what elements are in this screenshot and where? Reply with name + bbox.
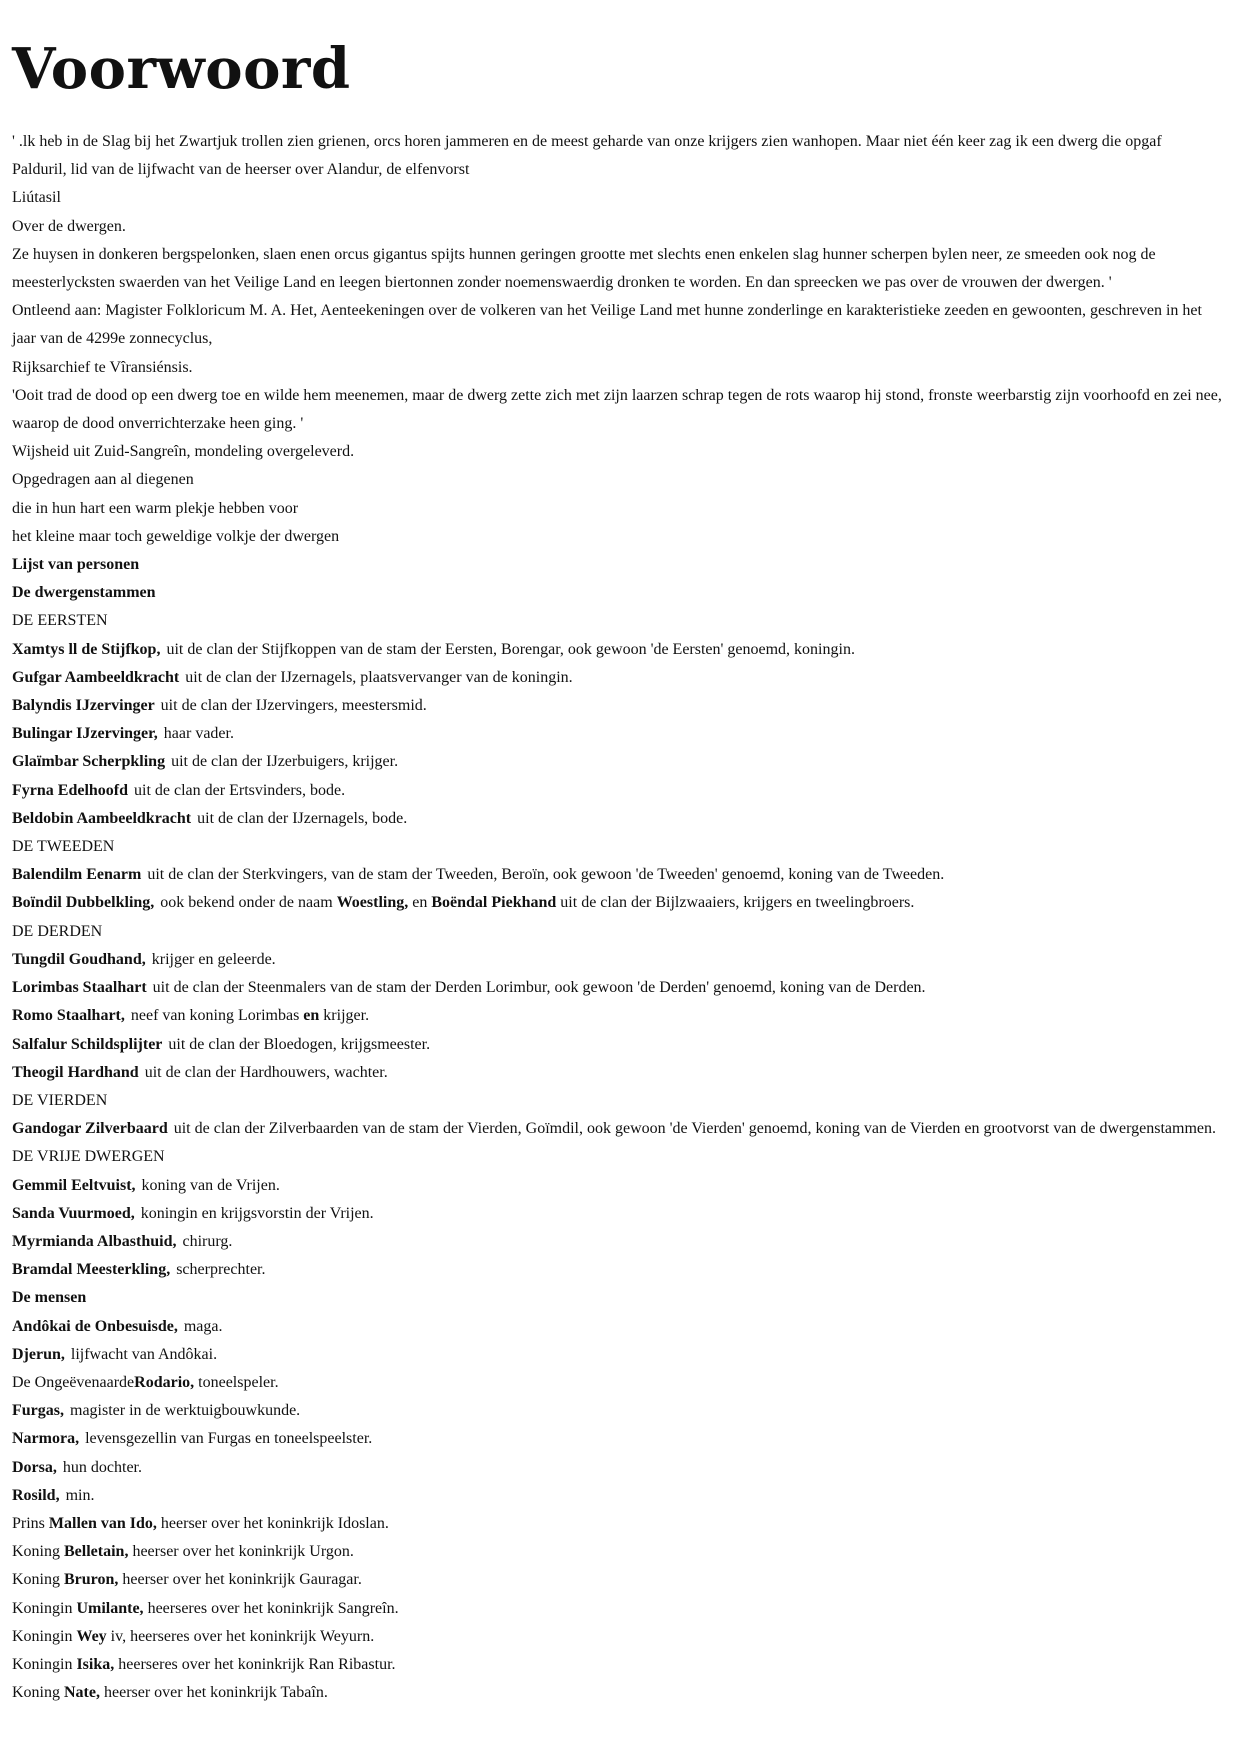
text-segment: Koning [12, 1684, 64, 1702]
bold-text: Boëndal Piekhand [431, 894, 557, 912]
text-line [12, 184, 1228, 212]
bold-text: Gemmil Eeltvuist, [12, 1176, 136, 1194]
text-segment: koning van de Vrijen. [141, 1176, 280, 1194]
text-line [12, 1397, 1228, 1425]
text-line [12, 156, 1228, 184]
text-line [12, 1228, 1228, 1256]
text-segment: ook bekend onder de naam [160, 894, 337, 912]
text-line [12, 607, 1228, 635]
text-segment: Prins [12, 1514, 49, 1532]
text-segment: koningin en krijgsvorstin der Vrijen. [140, 1204, 374, 1222]
text-line [12, 1200, 1228, 1228]
text-line [12, 1454, 1228, 1482]
bold-text: Bulingar IJzervinger, [12, 725, 158, 743]
text-line [12, 523, 1228, 551]
text-segment: DE VRIJE DWERGEN [12, 1148, 165, 1166]
text-segment: DE VIERDEN [12, 1091, 108, 1109]
text-segment: krijger. [319, 1007, 370, 1025]
bold-text: De mensen [12, 1289, 87, 1307]
text-line [12, 1510, 1228, 1538]
text-line [12, 720, 1228, 748]
text-segment: heerser over het koninkrijk Idoslan. [156, 1514, 389, 1532]
text-line [12, 833, 1228, 861]
text-segment: Ontleend aan: Magister Folkloricum M. A. Het, Aenteekeningen over de volkeren van het Veilige Land met hunne zonderlinge en karakteristieke zeeden en gewoonten, geschreven in het jaar van de 4299e zonnecyclus, [12, 302, 1202, 348]
bold-text: Lijst van personen [12, 556, 140, 574]
text-line [12, 946, 1228, 974]
text-segment: Palduril, lid van de lijfwacht van de heerser over Alandur, de elfenvorst [12, 161, 470, 179]
text-segment: magister in de werktuigbouwkunde. [70, 1402, 301, 1420]
text-line [12, 1313, 1228, 1341]
document-body [12, 128, 1228, 1707]
bold-text: Balyndis IJzervinger [12, 697, 155, 715]
bold-text: Woestling, [336, 894, 409, 912]
text-line [12, 1059, 1228, 1087]
text-segment: het kleine maar toch geweldige volkje der dwergen [12, 527, 340, 545]
text-line [12, 382, 1228, 438]
text-line [12, 974, 1228, 1002]
bold-text: De dwergenstammen [12, 584, 156, 602]
bold-text: Djerun, [12, 1345, 65, 1363]
text-segment: iv, heerseres over het koninkrijk Weyurn. [106, 1627, 375, 1645]
text-segment: DE EERSTEN [12, 612, 108, 630]
bold-text: Belletain, [64, 1543, 129, 1561]
text-segment: uit de clan der Stijfkoppen van de stam der Eersten, Borengar, ook gewoon 'de Eersten' genoemd, koningin. [166, 640, 855, 658]
text-line [12, 1623, 1228, 1651]
text-line [12, 1425, 1228, 1453]
bold-text: Gufgar Aambeeldkracht [12, 668, 180, 686]
text-line [12, 664, 1228, 692]
text-line [12, 777, 1228, 805]
bold-text: Myrmianda Albasthuid, [12, 1232, 177, 1250]
text-segment: uit de clan der Bloedogen, krijgsmeester. [168, 1035, 431, 1053]
bold-text: Furgas, [12, 1402, 64, 1420]
text-segment: heerser over het koninkrijk Tabaîn. [99, 1684, 328, 1702]
bold-text: Dorsa, [12, 1458, 57, 1476]
text-line [12, 128, 1228, 156]
text-segment: en [408, 894, 432, 912]
text-line [12, 1369, 1228, 1397]
text-line [12, 1284, 1228, 1312]
text-line [12, 636, 1228, 664]
text-line [12, 1087, 1228, 1115]
text-line [12, 579, 1228, 607]
text-segment: ' .lk heb in de Slag bij het Zwartjuk trollen zien grienen, orcs horen jammeren en de meest geharde van onze krijgers zien wanhopen. Maar niet één keer zag ik een dwerg die opgaf [12, 133, 1162, 150]
text-line [12, 1341, 1228, 1369]
bold-text: Tungdil Goudhand, [12, 950, 146, 968]
bold-text: Sanda Vuurmoed, [12, 1204, 135, 1222]
text-segment: 'Ooit trad de dood op een dwerg toe en wilde hem meenemen, maar de dwerg zette zich met zijn laarzen schrap tegen de rots waarop hij stond, fronste weerbarstig zijn voorhoofd en zei nee, waarop de dood onverrichterzake heen ging. ' [12, 386, 1222, 433]
text-line [12, 1115, 1228, 1143]
text-line [12, 241, 1228, 297]
text-segment: haar vader. [163, 725, 234, 743]
bold-text: Umilante, [76, 1599, 144, 1617]
text-segment: Wijsheid uit Zuid-Sangreîn, mondeling overgeleverd. [12, 443, 355, 461]
text-segment: levensgezellin van Furgas en toneelspeelster. [85, 1430, 373, 1448]
text-line [12, 1538, 1228, 1566]
bold-text: Theogil Hardhand [12, 1063, 139, 1081]
text-segment: lijfwacht van Andôkai. [70, 1345, 218, 1363]
text-segment: min. [65, 1486, 95, 1504]
bold-text: Narmora, [12, 1430, 80, 1448]
bold-text: Xamtys ll de Stijfkop, [12, 640, 161, 658]
text-line [12, 1595, 1228, 1623]
text-segment: DE DERDEN [12, 922, 103, 940]
bold-text: Rosild, [12, 1486, 60, 1504]
bold-text: Romo Staalhart, [12, 1007, 125, 1025]
bold-text: Lorimbas Staalhart [12, 979, 147, 997]
bold-text: Isika, [76, 1655, 115, 1673]
bold-text: Boïndil Dubbelkling, [12, 894, 155, 912]
text-segment: toneelspeler. [194, 1373, 279, 1391]
text-segment: Rijksarchief te Vîransiénsis. [12, 358, 193, 376]
text-segment: uit de clan der IJzernagels, bode. [197, 809, 408, 827]
text-segment: chirurg. [182, 1232, 233, 1250]
text-line [12, 354, 1228, 382]
text-line [12, 466, 1228, 494]
text-segment: heerser over het koninkrijk Urgon. [128, 1543, 354, 1561]
text-line [12, 748, 1228, 776]
text-line [12, 1172, 1228, 1200]
text-line [12, 861, 1228, 889]
text-segment: uit de clan der IJzernagels, plaatsvervanger van de koningin. [185, 668, 573, 686]
text-segment: heerser over het koninkrijk Gauragar. [118, 1571, 362, 1589]
bold-text: Glaïmbar Scherpkling [12, 753, 166, 771]
text-segment: Liútasil [12, 189, 61, 207]
text-segment: Koningin [12, 1599, 77, 1617]
text-segment: uit de clan der Hardhouwers, wachter. [144, 1063, 388, 1081]
bold-text: Wey [76, 1627, 107, 1645]
text-line [12, 1031, 1228, 1059]
text-segment: die in hun hart een warm plekje hebben voor [12, 499, 299, 517]
text-line [12, 1679, 1228, 1707]
bold-text: Rodario, [134, 1373, 195, 1391]
text-line [12, 692, 1228, 720]
text-segment: Koningin [12, 1655, 77, 1673]
text-segment: DE TWEEDEN [12, 838, 115, 856]
bold-text: Andôkai de Onbesuisde, [12, 1317, 178, 1335]
text-line [12, 551, 1228, 579]
bold-text: Gandogar Zilverbaard [12, 1120, 168, 1138]
bold-text: Nate, [64, 1684, 100, 1702]
text-segment: uit de clan der Sterkvingers, van de stam der Tweeden, Beroïn, ook gewoon 'de Tweeden' genoemd, koning van de Tweeden. [147, 866, 945, 884]
text-segment: heerseres over het koninkrijk Sangreîn. [143, 1599, 399, 1617]
bold-text: Salfalur Schildsplijter [12, 1035, 163, 1053]
page-title: Voorwoord [12, 36, 351, 102]
bold-text: Mallen van Ido, [48, 1514, 157, 1532]
text-segment: uit de clan der IJzerbuigers, krijger. [171, 753, 399, 771]
text-line [12, 213, 1228, 241]
text-line [12, 918, 1228, 946]
text-line [12, 438, 1228, 466]
text-line [12, 1002, 1228, 1030]
text-segment: scherprechter. [176, 1261, 266, 1279]
text-segment: Koning [12, 1543, 64, 1561]
text-line [12, 495, 1228, 523]
text-segment: Over de dwergen. [12, 217, 126, 235]
bold-text: Bruron, [64, 1571, 119, 1589]
text-segment: uit de clan der Steenmalers van de stam der Derden Lorimbur, ook gewoon 'de Derden' genoemd, koning van de Derden. [152, 979, 926, 997]
text-segment: uit de clan der Zilverbaarden van de stam der Vierden, Goïmdil, ook gewoon 'de Vierden' genoemd, koning van de Vierden en grootvorst van de dwergenstammen. [173, 1120, 1217, 1138]
text-line [12, 1482, 1228, 1510]
text-segment: De Ongeëvenaarde [12, 1373, 135, 1391]
text-segment: hun dochter. [62, 1458, 142, 1476]
text-segment: Koning [12, 1571, 64, 1589]
bold-text: Beldobin Aambeeldkracht [12, 809, 192, 827]
text-segment: maga. [183, 1317, 223, 1335]
text-segment: Koningin [12, 1627, 77, 1645]
text-segment: heerseres over het koninkrijk Ran Ribastur. [114, 1655, 396, 1673]
text-segment: Ze huysen in donkeren bergspelonken, slaen enen orcus gigantus spijts hunnen geringen grootte met slechts enen enkelen slag hunner scherpen bylen neer, ze smeeden ook nog de meesterlycksten swaerden van het Veilige Land en leegen biertonnen zonder noemenswaerdig dronken te worden. En dan spreecken we pas over de vrouwen der dwergen. ' [12, 245, 1156, 292]
text-segment: neef van koning Lorimbas [130, 1007, 304, 1025]
bold-text: Fyrna Edelhoofd [12, 781, 129, 799]
text-segment: uit de clan der Ertsvinders, bode. [134, 781, 346, 799]
text-line [12, 1143, 1228, 1171]
text-segment: Opgedragen aan al diegenen [12, 471, 194, 489]
text-line [12, 805, 1228, 833]
bold-text: en [303, 1007, 320, 1025]
text-line [12, 889, 1228, 917]
text-line [12, 1651, 1228, 1679]
text-segment: uit de clan der IJzervingers, meestersmid. [160, 697, 427, 715]
text-segment: uit de clan der Bijlzwaaiers, krijgers en tweelingbroers. [556, 894, 915, 912]
bold-text: Bramdal Meesterkling, [12, 1261, 171, 1279]
bold-text: Balendilm Eenarm [12, 866, 142, 884]
text-line [12, 1566, 1228, 1594]
text-segment: krijger en geleerde. [151, 950, 276, 968]
text-line [12, 297, 1228, 353]
text-line [12, 1256, 1228, 1284]
